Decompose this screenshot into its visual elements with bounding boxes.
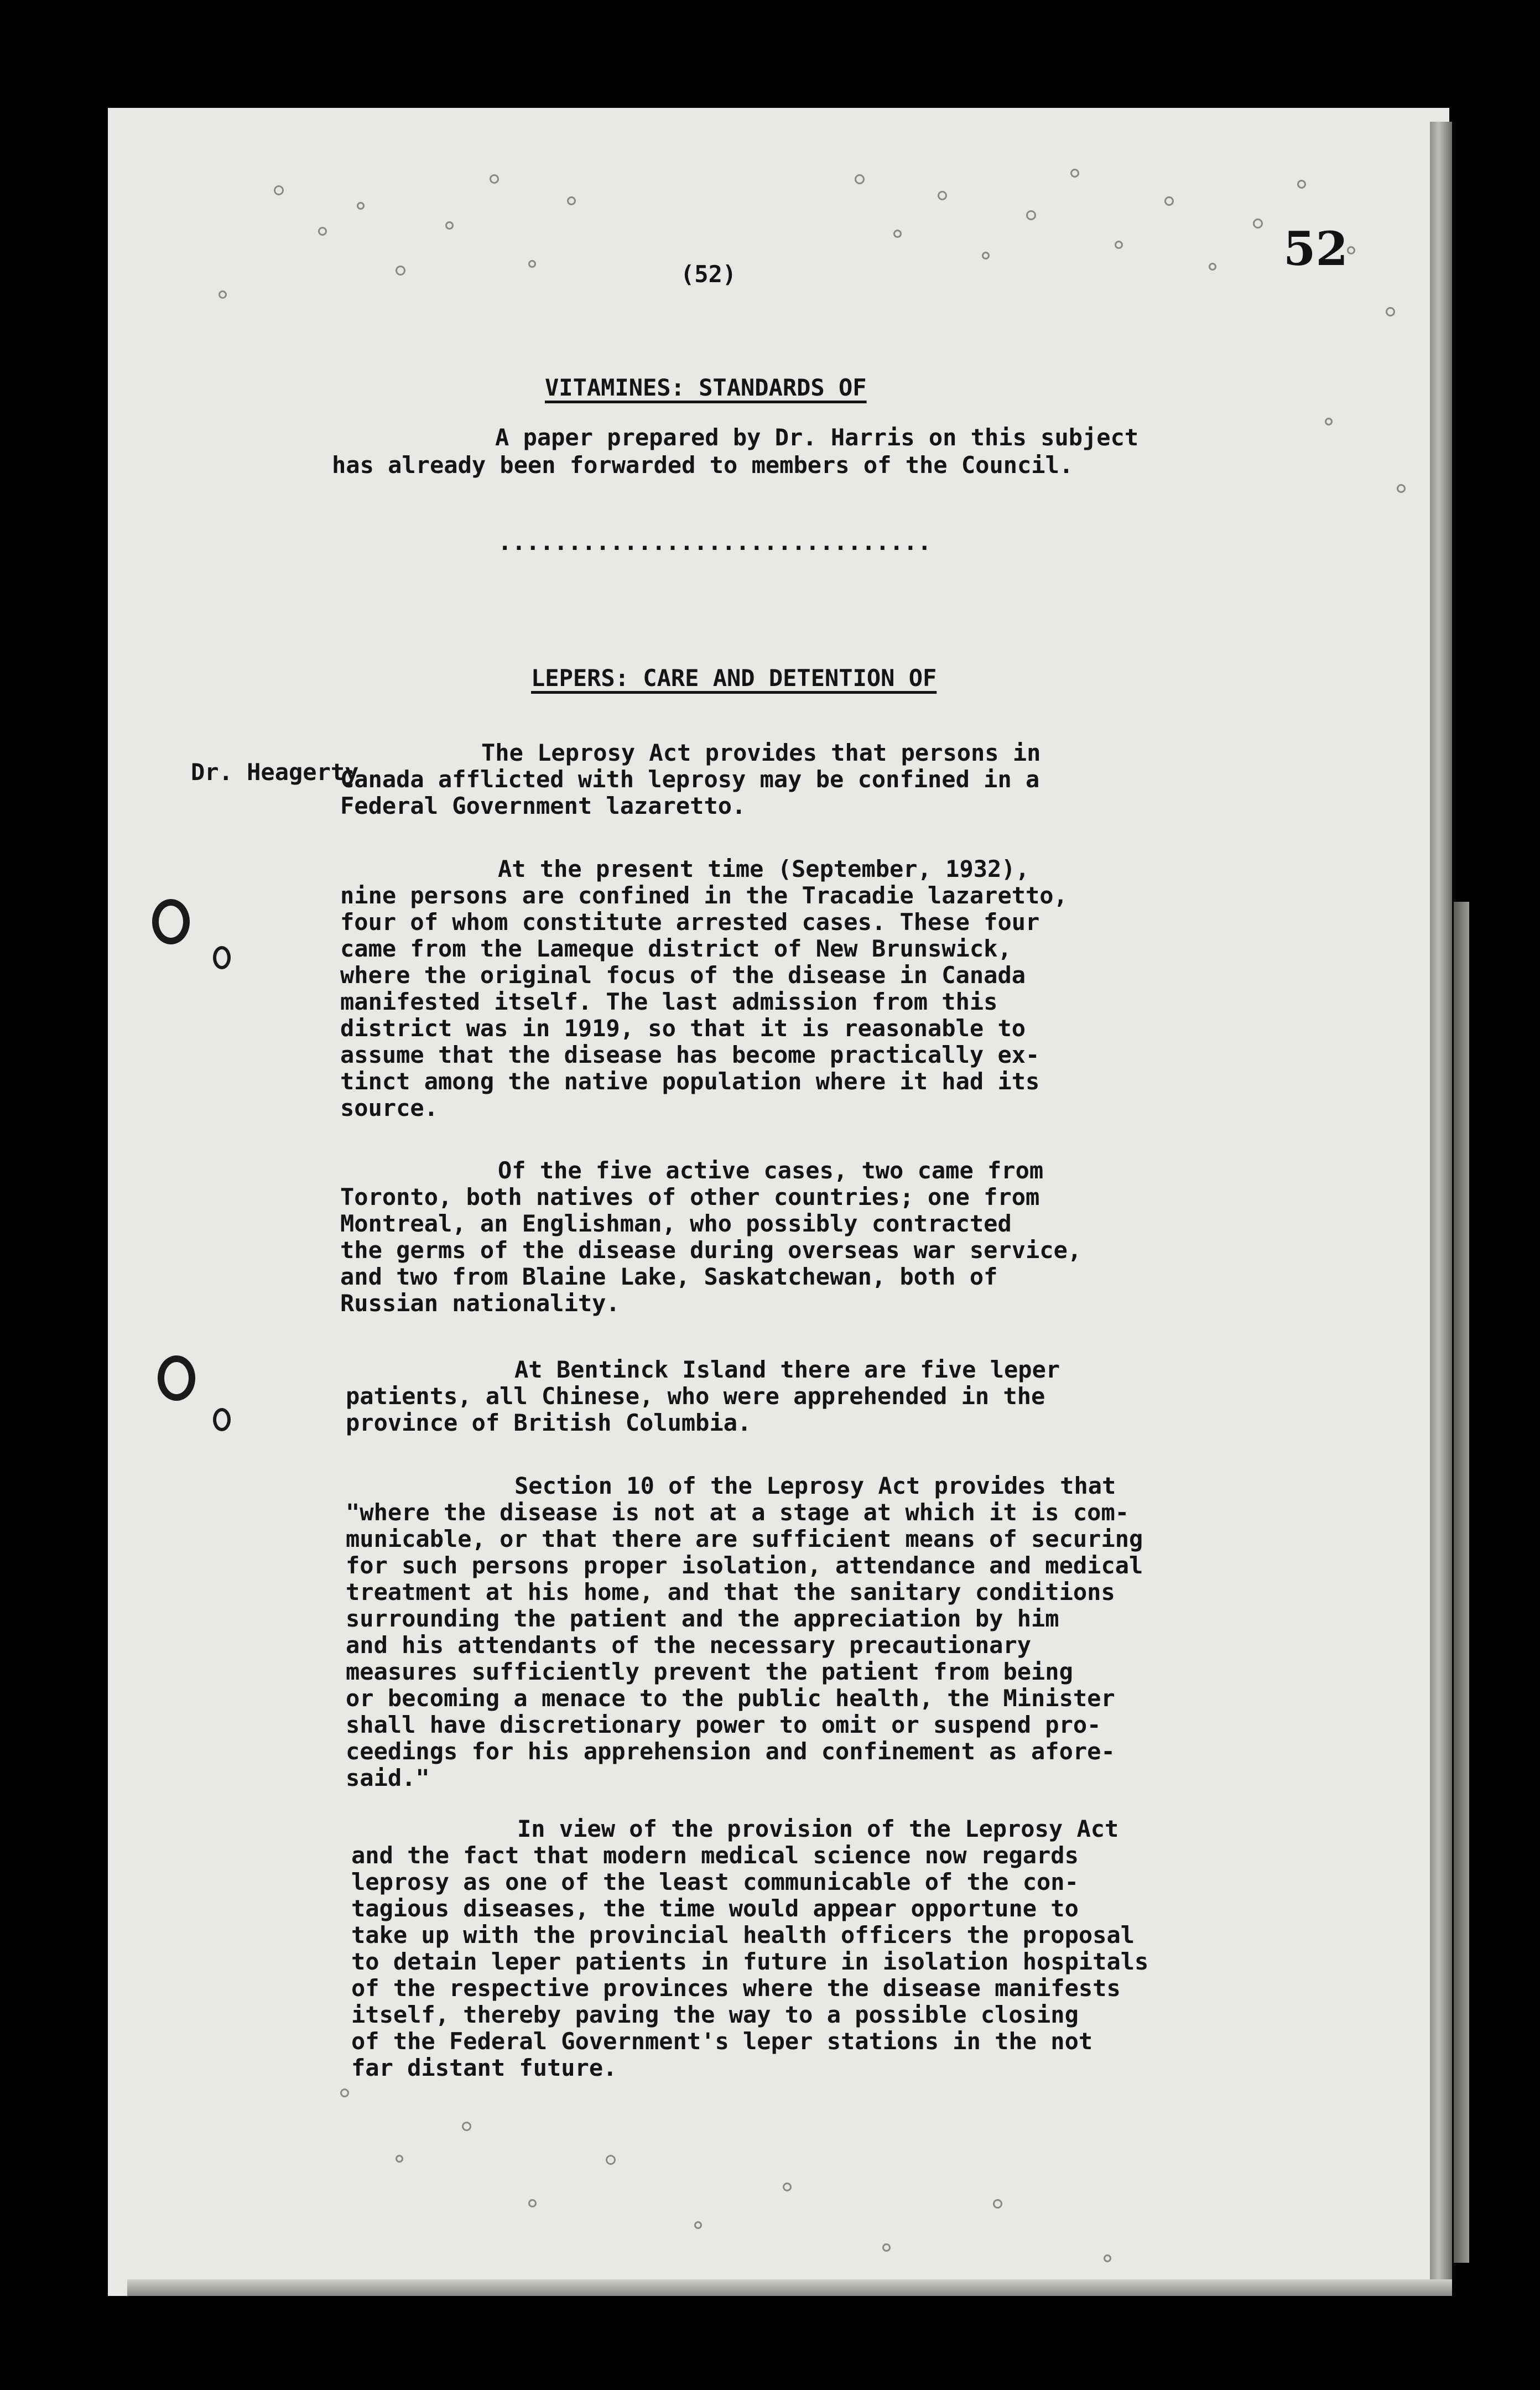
para5-line: shall have discretionary power to omit or suspend pro- (346, 1711, 1101, 1738)
para6-line: of the Federal Government's leper stations in the not (351, 2028, 1093, 2055)
para6-line: In view of the provision of the Leprosy Act (517, 1815, 1119, 1842)
para1-line: Canada afflicted with leprosy may be confined in a (340, 766, 1040, 793)
para6-line: far distant future. (351, 2054, 617, 2081)
section1-line: A paper prepared by Dr. Harris on this subject (495, 424, 1139, 451)
para5-line: measures sufficiently prevent the patient from being (346, 1658, 1073, 1685)
para5-line: Section 10 of the Leprosy Act provides that (514, 1472, 1116, 1499)
page-bottom-edge (127, 2279, 1452, 2296)
para6-line: and the fact that modern medical science now regards (351, 1842, 1079, 1869)
para6-line: take up with the provincial health officers the proposal (351, 1921, 1135, 1949)
para5-line: or becoming a menace to the public health, the Minister (346, 1685, 1115, 1712)
para5-line: said." (346, 1764, 430, 1791)
section1-line: has already been forwarded to members of the Council. (332, 451, 1074, 479)
page-number: 52 (1283, 221, 1348, 276)
document-page (108, 108, 1449, 2296)
para2-line: manifested itself. The last admission from this (340, 988, 998, 1015)
section-heading-vitamines: VITAMINES: STANDARDS OF (545, 374, 867, 401)
para2-line: district was in 1919, so that it is reasonable to (340, 1015, 1026, 1042)
punch-hole-icon (213, 1408, 231, 1431)
para2-line: assume that the disease has become practically ex- (340, 1041, 1040, 1068)
para4-line: At Bentinck Island there are five leper (514, 1356, 1060, 1383)
para5-line: municable, or that there are sufficient means of securing (346, 1525, 1143, 1552)
para5-line: ceedings for his apprehension and confinement as afore- (346, 1738, 1115, 1765)
para1-line: The Leprosy Act provides that persons in (481, 739, 1041, 766)
punch-hole-icon (158, 1355, 195, 1401)
para5-line: for such persons proper isolation, attendance and medical (346, 1552, 1143, 1579)
para4-line: patients, all Chinese, who were apprehended in the (346, 1383, 1045, 1410)
para3-line: and two from Blaine Lake, Saskatchewan, both of (340, 1263, 998, 1290)
para5-line: surrounding the patient and the appreciation by him (346, 1605, 1059, 1632)
para6-line: of the respective provinces where the disease manifests (351, 1975, 1121, 2002)
para5-line: "where the disease is not at a stage at which it is com- (346, 1499, 1130, 1526)
punch-hole-icon (213, 946, 231, 969)
para5-line: treatment at his home, and that the sanitary conditions (346, 1578, 1115, 1606)
para2-line: source. (340, 1094, 439, 1121)
para2-line: tinct among the native population where it had its (340, 1068, 1040, 1095)
para1-line: Federal Government lazaretto. (340, 792, 746, 819)
separator-dots: ............................... (498, 528, 932, 555)
speaker-name: Dr. Heagerty (191, 758, 359, 786)
page-edge (1430, 122, 1452, 2296)
punch-hole-icon (152, 899, 190, 944)
para2-line: At the present time (September, 1932), (498, 855, 1029, 882)
page-edge-underlay (1454, 902, 1469, 2263)
para2-line: four of whom constitute arrested cases. These four (340, 908, 1040, 936)
para3-line: Of the five active cases, two came from (498, 1157, 1044, 1184)
para3-line: the germs of the disease during overseas war service, (340, 1236, 1082, 1264)
para6-line: leprosy as one of the least communicable of the con- (351, 1868, 1079, 1895)
para2-line: where the original focus of the disease in Canada (340, 962, 1026, 989)
para6-line: to detain leper patients in future in isolation hospitals (351, 1948, 1149, 1975)
para3-line: Montreal, an Englishman, who possibly contracted (340, 1210, 1012, 1237)
para2-line: nine persons are confined in the Tracadie lazaretto, (340, 882, 1068, 909)
para3-line: Toronto, both natives of other countries; one from (340, 1183, 1040, 1210)
section-heading-lepers: LEPERS: CARE AND DETENTION OF (531, 664, 937, 692)
para3-line: Russian nationality. (340, 1290, 620, 1317)
para4-line: province of British Columbia. (346, 1409, 752, 1436)
page-number-centered: (52) (680, 261, 737, 288)
para2-line: came from the Lameque district of New Brunswick, (340, 935, 1012, 962)
para6-line: tagious diseases, the time would appear opportune to (351, 1895, 1079, 1922)
para5-line: and his attendants of the necessary precautionary (346, 1632, 1032, 1659)
para6-line: itself, thereby paving the way to a possible closing (351, 2001, 1079, 2028)
